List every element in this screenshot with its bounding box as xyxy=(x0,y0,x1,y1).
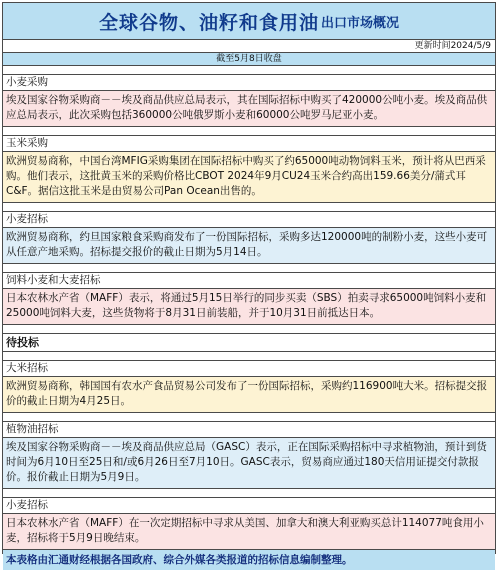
section-rice-tender xyxy=(3,361,495,413)
section-feed-wheat-barley-tender xyxy=(3,273,495,325)
footer-note: 本表格由汇通财经根据各国政府、综合外媒各类报道的招标信息编制整理。 xyxy=(3,550,495,570)
divider xyxy=(3,203,495,212)
title-main: 全球谷物、油籽和食用油 xyxy=(98,11,319,34)
pending-tenders-heading: 待投标 xyxy=(3,334,495,352)
section-body: 日本农林水产省（MAFF）表示，将通过5月15日举行的同步买卖（SBS）拍卖寻求65000吨饲料小麦和25000吨饲料大麦，这些货物将于8月31日前装船，并于10月31日前抵达日本。 xyxy=(3,289,495,324)
section-title: 植物油招标 xyxy=(3,422,495,438)
divider xyxy=(3,352,495,361)
section-body: 埃及国家谷物采购商－－埃及商品供应总局（GASC）表示，正在国际采购招标中寻求植物油，预计到货时间为6月10日至25日和/或6月26日至7月10日。GASC表示，贸易商应通过180天信用证提交付款报价。报价截止日期为5月9日。 xyxy=(3,438,495,488)
divider xyxy=(3,325,495,334)
section-wheat-purchase xyxy=(3,75,495,127)
divider xyxy=(3,413,495,422)
divider xyxy=(3,264,495,273)
section-body: 欧洲贸易商称，中国台湾MFIG采购集团在国际招标中购买了约65000吨动物饲料玉米，预计将从巴西采购。他们表示，这批黄玉米的采购价格比CBOT 2024年9月CU24玉米合约高出159.66美分/蒲式耳C&F。据信这批玉米是由贸易公司Pan Ocean出售的。 xyxy=(3,152,495,202)
section-body: 欧洲贸易商称，韩国国有农水产食品贸易公司发布了一份国际招标，采购约116900吨大米。招标提交报价的截止日期为4月25日。 xyxy=(3,377,495,412)
section-title: 饲料小麦和大麦招标 xyxy=(3,273,495,289)
page-title xyxy=(3,3,495,40)
divider xyxy=(3,66,495,75)
update-time: 更新时间2024/5/9 xyxy=(3,40,495,53)
section-title: 小麦招标 xyxy=(3,498,495,514)
cutoff-note: 截至5月8日收盘 xyxy=(3,53,495,66)
title-suffix: 出口市场概况 xyxy=(321,15,400,31)
section-body: 埃及国家谷物采购商－－埃及商品供应总局表示，其在国际招标中购买了420000公吨小麦。埃及商品供应总局表示，此次采购包括360000公吨俄罗斯小麦和60000公吨罗马尼亚小麦。 xyxy=(3,91,495,126)
section-body: 日本农林水产省（MAFF）在一次定期招标中寻求从美国、加拿大和澳大利亚购买总计114077吨食用小麦，招标将于5月9日晚结束。 xyxy=(3,514,495,549)
divider xyxy=(3,489,495,498)
section-title: 玉米采购 xyxy=(3,136,495,152)
section-title: 小麦采购 xyxy=(3,75,495,91)
section-corn-purchase xyxy=(3,136,495,203)
section-vegoil-tender xyxy=(3,422,495,489)
section-wheat-tender xyxy=(3,212,495,264)
divider xyxy=(3,127,495,136)
section-title: 小麦招标 xyxy=(3,212,495,228)
market-overview-table xyxy=(2,2,496,566)
section-title: 大米招标 xyxy=(3,361,495,377)
section-wheat-tender-japan xyxy=(3,498,495,550)
section-body: 欧洲贸易商称，约旦国家粮食采购商发布了一份国际招标，采购多达120000吨的制粉小麦，这些小麦可从任意产地采购。招标提交报价的截止日期为5月14日。 xyxy=(3,228,495,263)
